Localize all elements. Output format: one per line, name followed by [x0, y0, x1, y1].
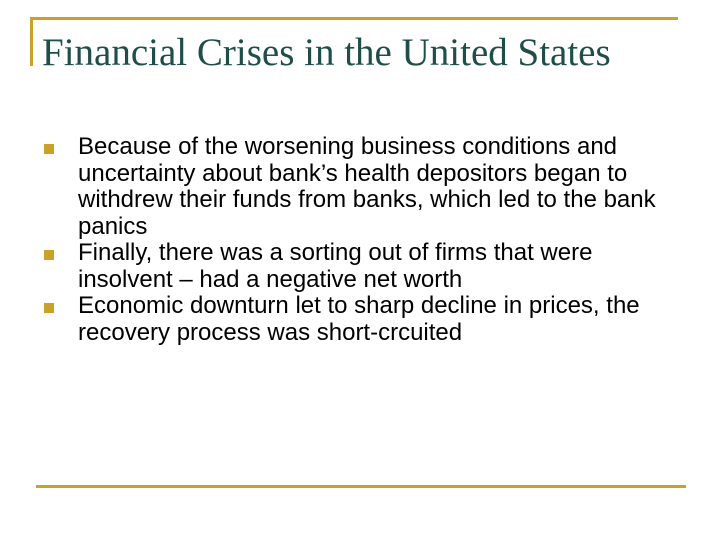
top-rule: [30, 17, 678, 20]
bullet-item: [44, 240, 664, 293]
bullet-text: Economic downturn let to sharp decline in prices, the recovery process was short-crcuited: [78, 292, 640, 346]
bullet-item: [44, 293, 664, 346]
square-bullet-icon: [44, 250, 54, 260]
left-rule: [30, 17, 33, 66]
bullet-list: [44, 134, 664, 346]
bottom-rule: [36, 485, 686, 488]
bullet-text: Because of the worsening business conditions and uncertainty about bank’s health depositors began to withdrew their funds from banks, which led to the bank panics: [78, 133, 656, 240]
bullet-text: Finally, there was a sorting out of firms that were insolvent – had a negative net worth: [78, 239, 593, 293]
square-bullet-icon: [44, 303, 54, 313]
square-bullet-icon: [44, 144, 54, 154]
slide-title: Financial Crises in the United States: [42, 31, 611, 74]
bullet-item: [44, 134, 664, 240]
